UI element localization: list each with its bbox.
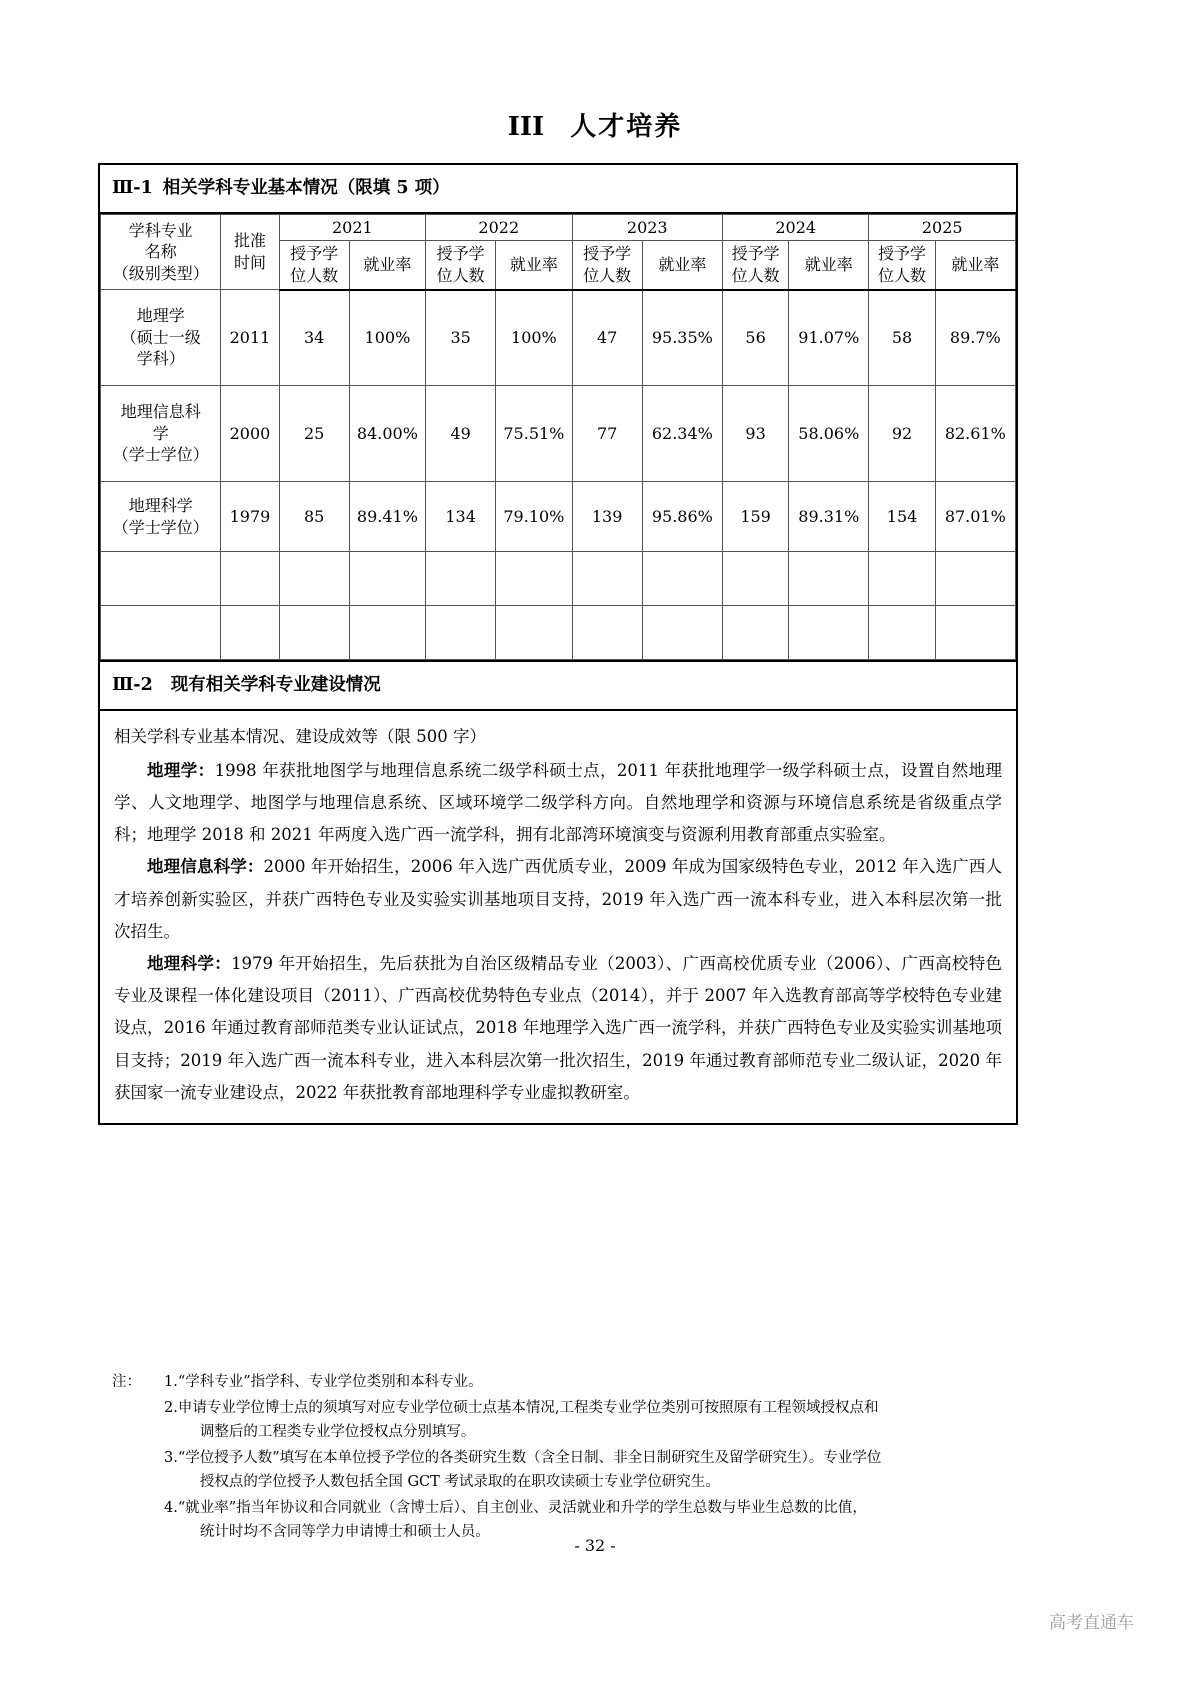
table-row [101, 606, 1016, 660]
section-iii-2-body [100, 711, 1016, 1123]
cell-degrees-2021 [279, 606, 349, 660]
header-degrees-2024: 授予学 位人数 [722, 241, 788, 290]
cell-degrees-2023 [572, 606, 642, 660]
cell-degrees-2023: 47 [572, 290, 642, 386]
cell-employment-2024: 58.06% [789, 386, 869, 482]
row-approval-time [221, 606, 279, 660]
row-approval-time: 1979 [221, 482, 279, 552]
discipline-table-body [101, 290, 1016, 660]
header-employment-2022: 就业率 [496, 241, 572, 290]
discipline-table [100, 214, 1016, 660]
section-note-iii-1: （限填 5 项） [337, 178, 450, 198]
cell-employment-2023: 95.35% [642, 290, 722, 386]
cell-employment-2021: 100% [349, 290, 425, 386]
section-heading-iii-1 [100, 165, 1016, 214]
cell-degrees-2024 [722, 552, 788, 606]
footnote-number: 4. [164, 1500, 178, 1517]
cell-degrees-2025 [869, 552, 935, 606]
header-employment-2024: 就业率 [789, 241, 869, 290]
header-year-2021: 2021 [279, 214, 425, 241]
paragraph-geography [114, 755, 1002, 852]
cell-employment-2022: 79.10% [496, 482, 572, 552]
table-row [101, 290, 1016, 386]
cell-degrees-2021: 85 [279, 482, 349, 552]
row-approval-time [221, 552, 279, 606]
cell-degrees-2022: 49 [426, 386, 496, 482]
cell-employment-2023: 95.86% [642, 482, 722, 552]
cell-employment-2022 [496, 552, 572, 606]
cell-employment-2025: 82.61% [935, 386, 1015, 482]
row-discipline-name [101, 606, 221, 660]
cell-employment-2025 [935, 552, 1015, 606]
watermark: 高考直通车 [1049, 1613, 1134, 1633]
section-title-iii-2: 现有相关学科专业建设情况 [170, 675, 381, 696]
row-discipline-name: 地理学 （硕士一级 学科） [101, 290, 221, 386]
cell-degrees-2025: 92 [869, 386, 935, 482]
footnote-text: 申请专业学位博士点的须填写对应专业学位硕士点基本情况,工程类专业学位类别可按照原有工程领域授权点和 [177, 1400, 879, 1417]
cell-employment-2023 [642, 606, 722, 660]
header-approval-time: 批准 时间 [221, 214, 279, 289]
footnote-item [164, 1371, 1012, 1394]
footnote-item [164, 1397, 1012, 1444]
cell-degrees-2024: 159 [722, 482, 788, 552]
cell-employment-2021 [349, 606, 425, 660]
cell-degrees-2025: 58 [869, 290, 935, 386]
cell-employment-2021: 84.00% [349, 386, 425, 482]
footnote-number: 3. [164, 1450, 178, 1467]
cell-employment-2022 [496, 606, 572, 660]
header-employment-2023: 就业率 [642, 241, 722, 290]
cell-degrees-2022 [426, 552, 496, 606]
paragraph-label: 地理信息科学： [147, 857, 264, 877]
section-title-iii-1: 相关学科专业基本情况 [162, 178, 338, 198]
header-year-2022: 2022 [426, 214, 572, 241]
cell-degrees-2022: 35 [426, 290, 496, 386]
section-id-iii-2: Ⅲ-2 [112, 675, 153, 696]
cell-employment-2024: 91.07% [789, 290, 869, 386]
paragraph-text: 2000 年开始招生，2006 年入选广西优质专业，2009 年成为国家级特色专业，2012 年入选广西人才培养创新实验区，并获广西特色专业及实验实训基地项目支持，2019 年入选广西一流本科专业，进入本科层次第一批次招生。 [114, 857, 1002, 941]
table-row [101, 386, 1016, 482]
cell-degrees-2024: 56 [722, 290, 788, 386]
cell-employment-2025 [935, 606, 1015, 660]
page-title [0, 0, 1190, 143]
header-employment-2025: 就业率 [935, 241, 1015, 290]
row-discipline-name [101, 552, 221, 606]
cell-employment-2021: 89.41% [349, 482, 425, 552]
cell-employment-2021 [349, 552, 425, 606]
table-header-row-1 [101, 214, 1016, 241]
header-year-2024: 2024 [722, 214, 868, 241]
header-degrees-2025: 授予学 位人数 [869, 241, 935, 290]
section-id-iii-1: Ⅲ-1 [112, 178, 153, 198]
header-degrees-2022: 授予学 位人数 [426, 241, 496, 290]
cell-employment-2023: 62.34% [642, 386, 722, 482]
footnotes-label: 注： [112, 1374, 141, 1390]
content-frame [98, 163, 1018, 1125]
footnote-text: “学科专业”指学科、专业学位类别和本科专业。 [177, 1374, 483, 1390]
cell-degrees-2021: 34 [279, 290, 349, 386]
page-title-text: 人才培养 [570, 112, 683, 142]
footnote-item [164, 1447, 1012, 1494]
cell-employment-2024: 89.31% [789, 482, 869, 552]
footnote-text: “就业率”指当年协议和合同就业（含博士后）、自主创业、灵活就业和升学的学生总数与毕业生总数的比值， [177, 1500, 867, 1517]
footnote-continuation: 统计时均不含同等学力申请博士和硕士人员。 [199, 1523, 490, 1540]
cell-degrees-2023: 139 [572, 482, 642, 552]
paragraph-label: 地理科学： [147, 953, 232, 973]
cell-employment-2022: 75.51% [496, 386, 572, 482]
header-discipline-name: 学科专业 名称 （级别类型） [101, 214, 221, 289]
section-heading-iii-2 [100, 660, 1016, 711]
paragraph-text: 1998 年获批地图学与地理信息系统二级学科硕士点，2011 年获批地理学一级学科硕士点，设置自然地理学、人文地理学、地图学与地理信息系统、区域环境学二级学科方向。自然地理学和资源与环境信息系统是省级重点学科；地理学 2018 和 2021 年两度入选广西一流学科，拥有北部湾环境演变与资源利用教育部重点实验室。 [114, 760, 1002, 845]
paragraph-label: 地理学： [147, 760, 215, 780]
header-degrees-2021: 授予学 位人数 [279, 241, 349, 290]
footnote-number: 1. [164, 1374, 178, 1390]
cell-degrees-2025: 154 [869, 482, 935, 552]
cell-employment-2025: 89.7% [935, 290, 1015, 386]
paragraph-text: 1979 年开始招生，先后获批为自治区级精品专业（2003）、广西高校优质专业（2006）、广西高校特色专业及课程一体化建设项目（2011）、广西高校优势特色专业点（2014），并于 2007 年入选教育部高等学校特色专业建设点，2016 年通过教育部师范类专业认证试点，2018 年地理学入选广西一流学科，并获广西特色专业及实验实训基地项目支持；2019 年入选广西一流本科专业，进入本科层次第一批次招生，2019 年通过教育部师范专业二级认证，2020 年获国家一流专业建设点，2022 年获批教育部地理科学专业虚拟教研室。 [114, 953, 1003, 1102]
table-row [101, 482, 1016, 552]
footnote-continuation: 授权点的学位授予人数包括全国 GCT 考试录取的在职攻读硕士专业学位研究生。 [199, 1473, 720, 1490]
cell-degrees-2025 [869, 606, 935, 660]
paragraph-gis [114, 851, 1002, 948]
footnotes [112, 1371, 1012, 1549]
footnote-text: “学位授予人数”填写在本单位授予学位的各类研究生数（含全日制、非全日制研究生及留学研究生）。专业学位 [177, 1450, 882, 1467]
cell-degrees-2024 [722, 606, 788, 660]
cell-employment-2023 [642, 552, 722, 606]
cell-degrees-2022 [426, 606, 496, 660]
cell-employment-2024 [789, 606, 869, 660]
footnote-continuation: 调整后的工程类专业学位授权点分别填写。 [199, 1423, 476, 1440]
footnote-number: 2. [164, 1400, 178, 1417]
page-title-numeral: III [507, 112, 545, 142]
header-year-2025: 2025 [869, 214, 1016, 241]
cell-degrees-2024: 93 [722, 386, 788, 482]
row-approval-time: 2011 [221, 290, 279, 386]
cell-degrees-2022: 134 [426, 482, 496, 552]
paragraph-geo-science [114, 948, 1002, 1109]
row-discipline-name: 地理科学 （学士学位） [101, 482, 221, 552]
header-employment-2021: 就业率 [349, 241, 425, 290]
header-year-2023: 2023 [572, 214, 722, 241]
header-degrees-2023: 授予学 位人数 [572, 241, 642, 290]
cell-employment-2024 [789, 552, 869, 606]
cell-degrees-2023: 77 [572, 386, 642, 482]
cell-degrees-2023 [572, 552, 642, 606]
row-discipline-name: 地理信息科 学 （学士学位） [101, 386, 221, 482]
page-number: - 32 - [574, 1536, 616, 1555]
row-approval-time: 2000 [221, 386, 279, 482]
cell-degrees-2021 [279, 552, 349, 606]
table-row [101, 552, 1016, 606]
cell-degrees-2021: 25 [279, 386, 349, 482]
cell-employment-2022: 100% [496, 290, 572, 386]
prose-lead: 相关学科专业基本情况、建设成效等（限 500 字） [114, 726, 486, 746]
cell-employment-2025: 87.01% [935, 482, 1015, 552]
